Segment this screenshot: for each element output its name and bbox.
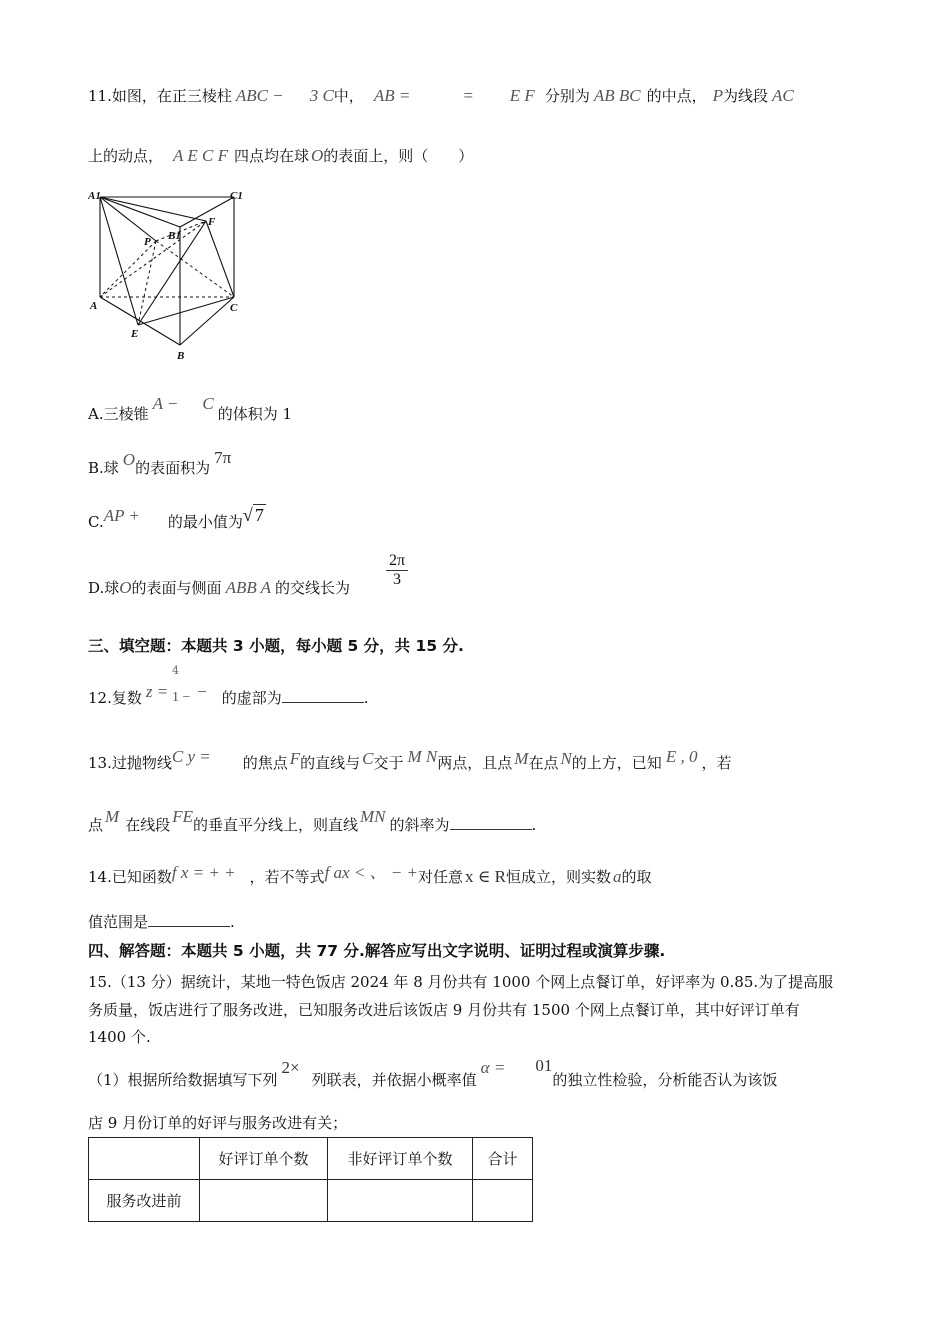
math-expr: z = [145,682,169,701]
q13-text: 13.过抛物线 [88,754,172,772]
edge-BC [180,297,234,345]
table-cell[interactable] [200,1180,328,1222]
math-expr: C [202,394,214,413]
math-expr: AC [772,86,794,105]
math-expr: f ax < 、 − + [324,863,418,882]
fraction-denominator: 3 [393,571,402,588]
math-expr: ABC − [235,86,284,105]
q13-text: 交于 [373,754,404,772]
table-header-cell [89,1138,200,1180]
q15-part1 [88,1056,778,1090]
q13-text: 在线段 [125,816,171,834]
fraction-2pi-3 [386,552,408,589]
answer-blank[interactable] [282,688,364,703]
option-c [88,505,266,532]
label-P: P [144,236,151,248]
math-expr: x ∈ R [465,867,506,886]
math-expr: 01 [535,1056,553,1075]
q11-text: 的中点， [646,87,707,105]
section-title-fill-blank: 三、填空题：本题共 3 小题，每小题 5 分，共 15 分. [88,637,464,655]
q15-text: 的独立性检验，分析能否认为该饭 [552,1071,778,1089]
table-row [89,1180,533,1222]
q12-text: 12.复数 [88,689,142,707]
q11-text: 分别为 [544,87,590,105]
math-expr: MN [360,807,386,826]
math-expr: AP + [103,506,140,525]
section-title-solutions: 四、解答题：本题共 5 小题，共 77 分.解答应写出文字说明、证明过程或演算步骤. [88,942,666,960]
q11-text: 的表面上，则（ ） [323,147,474,165]
prism-figure [88,185,248,365]
table-cell: 服务改进前 [89,1180,200,1222]
math-expr: E F [509,86,535,105]
label-C1: C1 [230,190,243,202]
q15-text: 列联表，并依据小概率值 [311,1071,477,1089]
math-expr: ABB A [225,578,272,597]
math-expr: A E C F [173,146,228,165]
table-header-cell: 合计 [473,1138,533,1180]
option-b [88,448,232,478]
math-expr: P [712,86,723,105]
line-PE [138,241,156,325]
line-A1E [100,197,138,325]
line-PA [100,241,156,297]
option-text: 的表面积为 [135,459,211,477]
answer-blank[interactable] [148,912,230,927]
math-expr: a [612,867,622,886]
q13-line2 [88,807,537,835]
math-expr: O [122,450,136,469]
math-expr: f x = + + [171,863,236,882]
fraction-numerator: 2π [386,552,408,571]
option-a [88,394,293,424]
q15-text: （1）根据所给数据填写下列 [88,1071,278,1089]
q14-text: 值范围是 [88,913,149,931]
label-B1: B1 [168,230,181,242]
math-expr: = [462,86,474,105]
q12-text: . [363,689,369,707]
q11-line2 [88,146,473,166]
option-text: A.三棱锥 [88,405,149,423]
math-expr: O [119,578,132,597]
label-A: A [90,300,98,312]
q13-text: 的直线与 [300,754,361,772]
option-text: D.球 [88,579,120,597]
table-header-cell: 好评订单个数 [200,1138,328,1180]
q12 [88,682,369,708]
q14-line1 [88,863,652,887]
math-expr: − [196,682,208,701]
math-expr: N [560,749,572,768]
q14-text: 14.已知函数 [88,868,172,886]
answer-blank[interactable] [450,815,532,830]
option-text: 的体积为 1 [217,405,293,423]
q13-text: 点 [88,816,104,834]
q14-text: . [230,913,235,931]
math-expr: M [105,807,120,826]
q15-line3: 1400 个. [88,1028,151,1046]
label-E: E [131,328,139,340]
q14-line2 [88,912,235,932]
math-expr: M N [407,747,438,766]
option-text: 的表面与侧面 [131,579,222,597]
q13-text: 的焦点 [242,754,288,772]
option-text: 的交线长为 [275,579,351,597]
line-PF [156,221,206,241]
table-cell[interactable] [328,1180,473,1222]
math-value: 7π [214,448,232,467]
math-expr: O [310,146,324,165]
q14-text: 对任意 [418,868,464,886]
q11-text: 11.如图，在正三棱柱 [88,87,232,105]
option-text: C. [88,513,104,531]
math-expr: 3 C [309,86,334,105]
q13-text: 的上方，已知 [571,754,662,772]
q11-text: 为线段 [723,87,769,105]
line-AF [100,221,206,297]
q13-text: 两点，且点 [437,754,513,772]
math-expr: AB = [373,86,411,105]
line-FC [206,221,234,297]
q15-part1-line2: 店 9 月份订单的好评与服务改进有关； [88,1114,348,1132]
q11-text: 四点均在球 [233,147,309,165]
q12-text: 的虚部为 [221,689,282,707]
fraction-numerator: 4 [172,664,179,677]
q11-text: 中， [333,87,364,105]
math-expr: F [289,749,301,768]
q13-text: ，若 [701,754,732,772]
q11-line1 [88,86,794,106]
q11-text: 上的动点， [88,147,164,165]
math-expr: FE [172,807,193,826]
sqrt-expr: √ 7 [242,505,264,525]
label-C: C [230,302,238,314]
contingency-table [88,1137,533,1222]
math-expr: E , 0 [665,747,698,766]
q14-text: ，若不等式 [249,868,325,886]
math-expr: AB BC [593,86,641,105]
line-PC [156,241,234,297]
table-cell[interactable] [473,1180,533,1222]
label-B: B [177,350,185,362]
q13-text: 在点 [528,754,559,772]
table-header-cell: 非好评订单个数 [328,1138,473,1180]
q13-line1 [88,747,732,773]
option-text: 的最小值为 [167,513,243,531]
q14-text: 的取 [621,868,652,886]
sqrt-radicand: 7 [254,505,264,525]
option-d [88,578,350,598]
q13-text: 的垂直平分线上，则直线 [192,816,358,834]
math-expr: M [514,749,529,768]
math-expr: α = [480,1058,506,1077]
q13-text: 的斜率为 [389,816,450,834]
q15-line2: 务质量，饭店进行了服务改进，已知服务改进后该饭店 9 月份共有 1500 个网上点餐订单，其中好评订单有 [88,1001,800,1019]
q13-text: . [531,816,537,834]
label-F: F [208,216,216,228]
option-text: B.球 [88,459,119,477]
fraction-denominator: 1 − [172,690,191,705]
math-expr: C y = [171,747,211,766]
label-A1: A1 [88,190,101,202]
math-expr: C [362,749,374,768]
math-expr: 2× [281,1058,300,1077]
table-header-row [89,1138,533,1180]
q14-text: 恒成立，则实数 [505,868,611,886]
math-expr: A − [152,394,179,413]
q15-line1: 15.（13 分）据统计，某地一特色饭店 2024 年 8 月份共有 1000 个网上点餐订单，好评率为 0.85.为了提高服 [88,973,834,991]
line-EC [138,297,234,325]
